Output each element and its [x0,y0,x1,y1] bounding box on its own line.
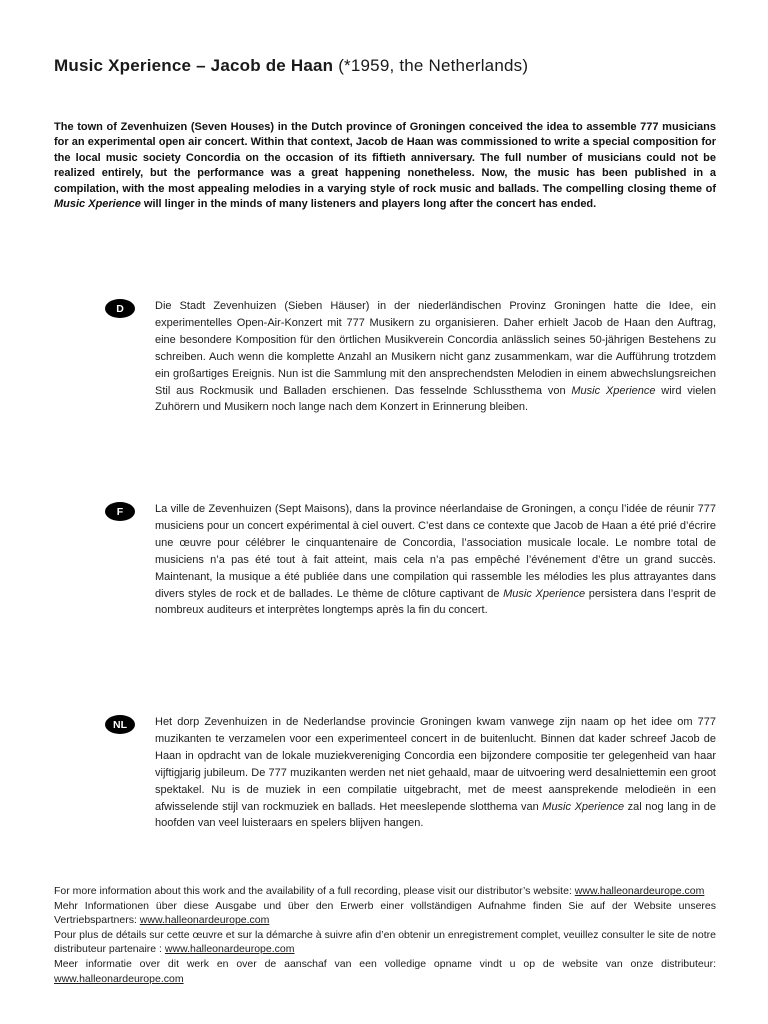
work-title-italic: Music Xperience [571,384,656,397]
language-badge-d [105,299,135,318]
distributor-link[interactable]: www.halleonardeurope.com [164,943,295,956]
badge-label: NL [113,718,127,731]
intro-paragraph-english [54,120,716,212]
intro-text-2: will linger in the minds of many listeners and players long after the concert has ended. [140,198,597,211]
work-title-italic: Music Xperience [54,198,141,211]
distributor-link[interactable]: www.halleonardeurope.com [54,972,184,985]
footer-text: Mehr Informationen über diese Ausgabe und über den Erwerb einer vollständigen Aufnahme finden Sie auf der Website unseres Vertriebspartners: [54,899,716,927]
dutch-text-1: Het dorp Zevenhuizen in de Nederlandse provincie Groningen kwam vanwege zijn naam op het idee om 777 muzikanten te verzamelen voor een experimenteel concert in de buitenlucht. Binnen dat kader schreef Jacob de Haan in opdracht van de lokale muziekvereniging Concordia een bijzondere compositie ter gelegenheid van haar vijftigjarig jubileum. De 777 muzikanten werden net niet gehaald, maar de uitvoering werd desalniettemin een groot spektakel. Nu is de muziek in een compilatie uitgebracht, met de meest aansprekende melodieën in een afwisselende stijl van rockmuziek en ballads. Het meeslepende slotthema van [155,716,716,813]
badge-label: F [116,505,124,518]
paragraph-dutch [155,714,716,832]
intro-text-1: The town of Zevenhuizen (Seven Houses) in the Dutch province of Groningen conceived the idea to assemble 777 musicians for an experimental open air concert. Within that context, Jacob de Haan was commissioned to write a special composition for the local music society Concordia on the occasion of its fiftieth anniversary. The full number of musicians could not be realized entirely, but the performance was a great happening nonetheless. Now, the music has been published in a compilation, with the most appealing melodies in a varying style of rock music and ballads. The compelling closing theme of [54,121,716,195]
language-section-french [54,501,716,619]
language-section-dutch [54,714,716,832]
language-badge-f [105,502,135,521]
distributor-link[interactable]: www.halleonardeurope.com [574,885,705,897]
badge-label: D [116,302,124,315]
distributor-link[interactable]: www.halleonardeurope.com [139,914,270,927]
footer-line-english [54,884,716,899]
work-title-italic: Music Xperience [503,587,586,600]
footer-text: Pour plus de détails sur cette œuvre et sur la démarche à suivre afin d’en obtenir un enregistrement complet, veuillez consulter le site de notre distributeur partenaire : [54,928,716,956]
german-text-2: wird vielen Zuhörern und Musikern noch lange nach dem Konzert in Erinnerung bleiben. [155,384,716,414]
footer-distributor-info [54,884,716,986]
paragraph-french [155,501,716,619]
footer-line-german [54,899,716,928]
title-sub: (*1959, the Netherlands) [338,56,529,75]
paragraph-german [155,298,716,416]
dutch-text-2: zal nog lang in de hoofden van veel luisteraars en spelers blijven hangen. [155,800,716,830]
language-section-german [54,298,716,416]
work-title-italic: Music Xperience [542,800,625,813]
footer-line-french [54,928,716,957]
title-main: Music Xperience – Jacob de Haan [54,56,339,75]
language-badge-nl [105,715,135,734]
french-text-2: persistera dans l’esprit de nombreux auditeurs et interprètes longtemps après la fin du concert. [155,587,717,617]
page-title [54,56,528,76]
german-text-1: Die Stadt Zevenhuizen (Sieben Häuser) in der niederländischen Provinz Groningen hatte die Idee, ein experimentelles Open-Air-Konzert mit 777 Musikern zu organisieren. Daher erhielt Jacob de Haan den Auftrag, eine besondere Komposition für den örtlichen Musikverein Concordia anlässlich seines 50-jährigen Bestehens zu schreiben. Auch wenn die komplette Anzahl an Musikern nicht ganz zusammenkam, war die Aufführung trotzdem ein großartiges Ereignis. Nun ist die Sammlung mit den ansprechendsten Melodien in einem abwechslungsreichen Stil aus Rockmusik und Balladen erschienen. Das fesselnde Schlussthema von [155,300,716,397]
footer-text: Meer informatie over dit werk en over de aanschaf van een volledige opname vindt u op de website van onze distributeur: [54,957,716,970]
french-text-1: La ville de Zevenhuizen (Sept Maisons), dans la province néerlandaise de Groningen, a conçu l’idée de réunir 777 musiciens pour un concert expérimental à ciel ouvert. C’est dans ce contexte que Jacob de Haan a été prié d’écrire une œuvre pour célébrer le cinquantenaire de Concordia, l’association musicale locale. Le nombre total de musiciens n’a pas été tout à fait atteint, mais cela n’a pas empêché l’événement d’être un grand succès. Maintenant, la musique a été publiée dans une compilation qui rassemble les mélodies les plus attrayantes dans divers styles de rock et de ballades. Le thème de clôture captivant de [155,503,716,600]
footer-line-dutch [54,957,716,986]
footer-text: For more information about this work and the availability of a full recording, please visit our distributor’s website: [54,885,575,897]
